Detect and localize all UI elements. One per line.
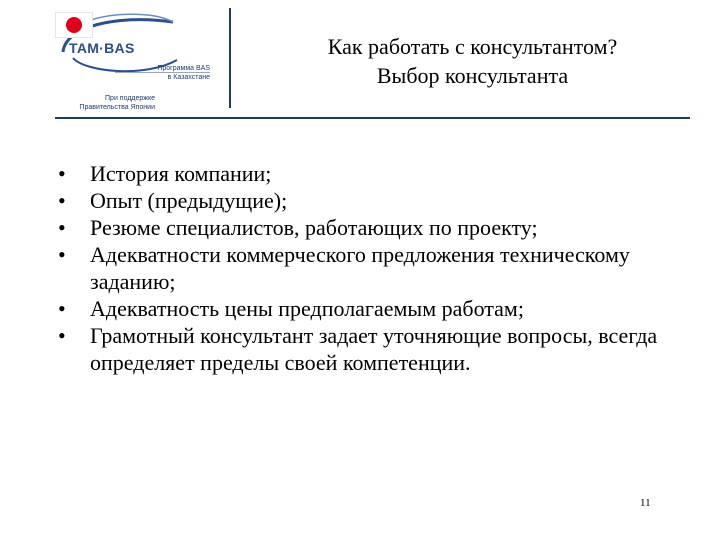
list-item — [58, 322, 708, 376]
logo-program-line2: в Казахстане — [167, 74, 210, 81]
page-number: 11 — [640, 497, 651, 509]
bullet-icon: • — [58, 188, 66, 213]
logo-support-line2: Правительства Японии — [79, 104, 155, 111]
logo-program-text — [115, 64, 210, 82]
bullet-icon: • — [58, 161, 66, 186]
logo-support-text — [55, 94, 155, 112]
bullet-icon: • — [58, 296, 66, 321]
list-item-text: Опыт (предыдущие); — [90, 188, 288, 213]
list-item-text: Грамотный консультант задает уточняющие вопросы, всегда определяет пределы своей компетенции. — [90, 323, 658, 375]
japan-flag-icon — [55, 12, 93, 38]
logo-support-line1: При поддержке — [105, 95, 155, 102]
list-item — [58, 241, 708, 295]
bullet-list — [58, 160, 708, 376]
tam-bas-logo — [55, 12, 215, 112]
bullet-icon: • — [58, 323, 66, 348]
list-item-text: Адекватности коммерческого предложения техническому заданию; — [90, 242, 630, 294]
list-item — [58, 160, 708, 187]
slide-title — [245, 32, 700, 90]
title-line2: Выбор консультанта — [376, 63, 569, 88]
list-item — [58, 214, 708, 241]
list-item — [58, 187, 708, 214]
title-line1: Как работать с консультантом? — [327, 34, 618, 59]
list-item — [58, 295, 708, 322]
bullet-icon: • — [58, 215, 66, 240]
list-item-text: Адекватность цены предполагаемым работам; — [90, 296, 524, 321]
list-item-text: Резюме специалистов, работающих по проекту; — [90, 215, 538, 240]
bullet-icon: • — [58, 242, 66, 267]
logo-program-line1: Программа BAS — [157, 65, 210, 72]
list-item-text: История компании; — [90, 161, 272, 186]
logo-name: TAM·BAS — [69, 40, 135, 56]
header-divider-vertical — [229, 8, 231, 108]
header-divider-horizontal — [55, 117, 690, 119]
